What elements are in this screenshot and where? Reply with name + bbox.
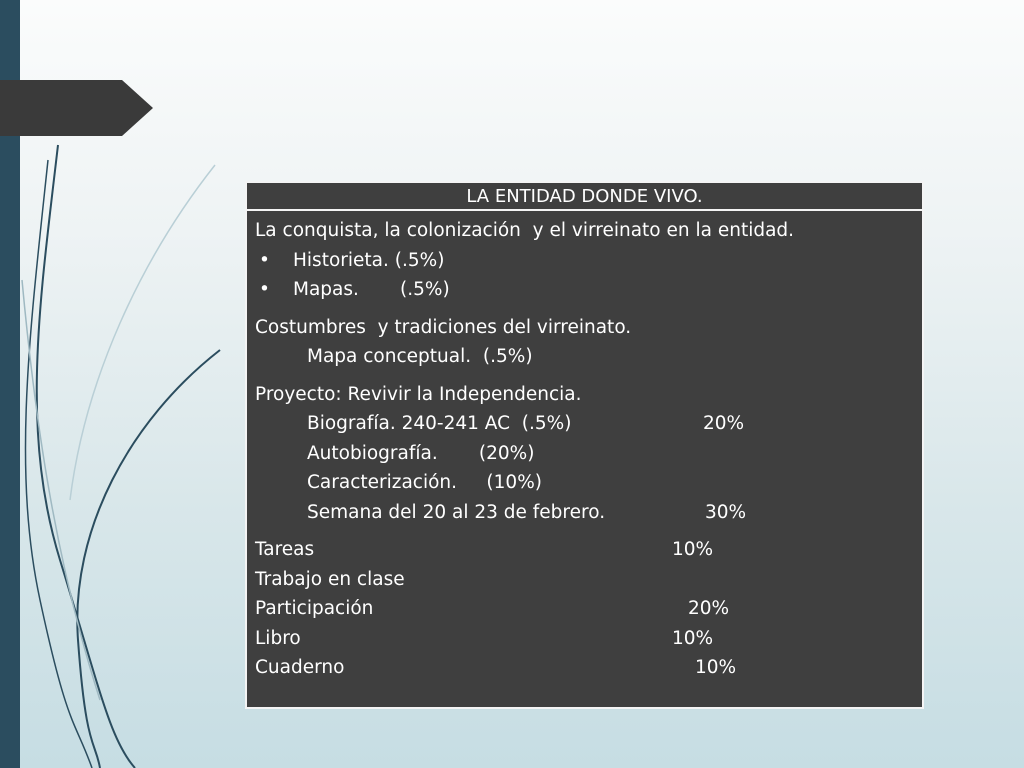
list-item-value: 30% (705, 501, 747, 523)
list-item (255, 439, 922, 469)
grade-row (255, 565, 922, 595)
grade-value: 10% (672, 627, 714, 649)
list-item (255, 468, 922, 498)
grade-label: Tareas (255, 539, 315, 560)
list-item (255, 498, 922, 528)
list-item: Mapa conceptual. (.5%) (307, 346, 533, 367)
grade-label: Cuaderno (255, 657, 345, 678)
grade-label: Trabajo en clase (255, 568, 405, 590)
grade-label: Libro (255, 627, 301, 649)
list-item (255, 246, 922, 276)
bullet-icon: • (259, 249, 270, 271)
section-title: La conquista, la colonización y el virreinato en la entidad. (255, 220, 795, 241)
grade-row (255, 535, 922, 565)
section-title: Costumbres y tradiciones del virreinato. (255, 316, 632, 338)
table-body (247, 211, 922, 683)
list-item-label: Biografía. 240-241 AC (.5%) (307, 413, 572, 434)
list-item-label: Historieta. (.5%) (293, 249, 445, 271)
bullet-icon: • (259, 279, 270, 300)
section-title: Proyecto: Revivir la Independencia. (255, 383, 582, 405)
list-item-label: Semana del 20 al 23 de febrero. (307, 501, 606, 523)
grade-row (255, 624, 922, 654)
grade-value: 20% (688, 598, 730, 619)
grade-row (255, 594, 922, 624)
table-header: LA ENTIDAD DONDE VIVO. (247, 183, 922, 211)
grade-value: 10% (695, 657, 737, 678)
list-item (255, 275, 922, 305)
grade-value: 10% (672, 539, 714, 560)
list-item (255, 409, 922, 439)
grade-row (255, 653, 922, 683)
list-item-label: Caracterización. (10%) (307, 472, 542, 493)
list-item-label: Mapas. (.5%) (293, 279, 450, 300)
title-tab-shape (0, 80, 153, 136)
content-table (245, 181, 924, 709)
list-item-value: 20% (703, 413, 745, 434)
grade-label: Participación (255, 598, 374, 619)
list-item-label: Autobiografía. (20%) (307, 442, 535, 464)
